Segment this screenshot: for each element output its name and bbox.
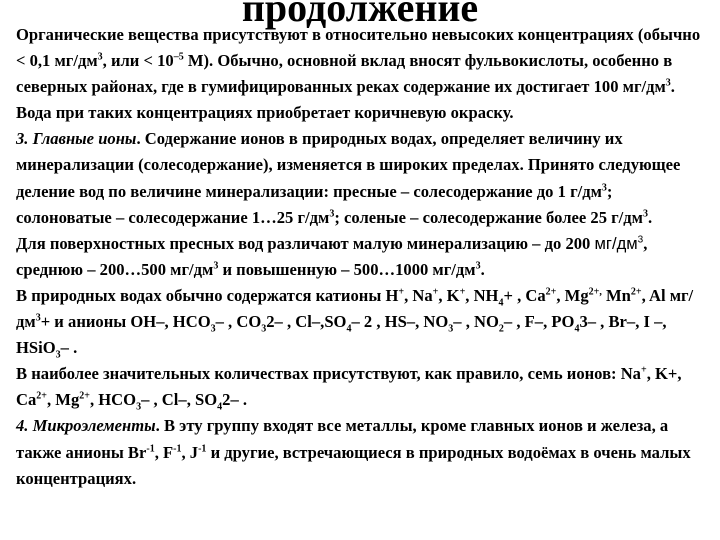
superscript: 3 bbox=[665, 77, 671, 89]
text-run: 2– , Cl–,SO bbox=[266, 312, 347, 332]
text-run: – 2 , HS–, NO bbox=[351, 312, 449, 332]
superscript: 3 bbox=[637, 234, 644, 246]
superscript: + bbox=[432, 286, 439, 298]
text-run: + и анионы OH–, HCO bbox=[40, 312, 211, 332]
text-run: , среднюю – 200…500 мг/дм bbox=[16, 233, 648, 279]
text-run: , K+, Ca bbox=[16, 364, 682, 410]
text-run: Для поверхностных пресных вод различают малую минерализацию – до 200 bbox=[16, 233, 595, 253]
body-text bbox=[8, 22, 712, 492]
subscript: 2 bbox=[498, 323, 504, 335]
text-run: , Al мг/дм bbox=[16, 285, 694, 332]
text-run: ; соленые – солесодержание более 25 г/дм bbox=[334, 207, 643, 227]
text-run: , F bbox=[154, 442, 174, 462]
subscript: 3 bbox=[210, 323, 216, 335]
subscript: 3 bbox=[261, 323, 267, 335]
subscript: 3 bbox=[448, 323, 454, 335]
text-run: . В эту группу входят все металлы, кроме главных ионов и железа, а также анионы Br bbox=[16, 416, 669, 462]
text-run: , Mg bbox=[556, 285, 589, 305]
paragraph-cations-anions bbox=[8, 283, 712, 361]
text-run: . bbox=[480, 259, 485, 279]
superscript: 3 bbox=[475, 260, 481, 272]
superscript: + bbox=[459, 286, 466, 298]
text-run: + , Ca bbox=[503, 285, 546, 305]
section-heading: 3. Главные ионы bbox=[16, 129, 137, 149]
subscript: 4 bbox=[346, 323, 352, 335]
text-run: Mn bbox=[601, 285, 631, 305]
text-run: – , Cl–, SO bbox=[141, 390, 218, 410]
superscript: 2+, bbox=[588, 286, 602, 298]
text-run: . Содержание ионов в природных водах, определяет величину их минерализации (солесодержание), изменяется в широких пределах. Принято следующее деление вод по величине минерализации: пресные – солесодержание до 1 г/дм bbox=[16, 129, 681, 201]
superscript: -1 bbox=[173, 442, 182, 454]
superscript: + bbox=[398, 286, 405, 298]
superscript: 2+ bbox=[545, 286, 557, 298]
text-run: В природных водах обычно содержатся катионы H bbox=[16, 285, 399, 305]
text-run: , HCO bbox=[89, 390, 137, 410]
superscript: -1 bbox=[198, 442, 207, 454]
page-title: продолжение bbox=[241, 0, 479, 30]
subscript: 3 bbox=[55, 349, 61, 361]
superscript: 3 bbox=[213, 260, 219, 272]
text-run: Органические вещества присутствуют в относительно невысоких концентрациях (обычно < 0,1 мг/дм bbox=[16, 25, 701, 71]
text-run: – . bbox=[60, 338, 78, 358]
superscript: 2+ bbox=[630, 286, 642, 298]
text-run: – , CO bbox=[215, 312, 262, 332]
text-run: . Вода при таких концентрациях приобретает коричневую окраску. bbox=[16, 77, 675, 123]
superscript: 3 bbox=[601, 182, 607, 194]
text-run: , Mg bbox=[46, 390, 80, 410]
superscript: 3 bbox=[97, 51, 103, 63]
subscript: 4 bbox=[217, 401, 223, 413]
paragraph-mineralization bbox=[8, 231, 712, 283]
superscript: 3 bbox=[642, 208, 648, 220]
text-run: . bbox=[647, 207, 653, 227]
superscript: -1 bbox=[146, 442, 155, 454]
text-run: – , NO bbox=[453, 312, 499, 332]
text-run: мг/дм bbox=[594, 233, 638, 253]
text-run: , NH bbox=[465, 285, 499, 305]
subscript: 4 bbox=[574, 323, 580, 335]
text-run: – , F–, PO bbox=[503, 312, 575, 332]
text-run: и повышенную – 500…1000 мг/дм bbox=[218, 259, 476, 279]
text-run: , Na bbox=[404, 285, 433, 305]
text-run: ; солоноватые – солесодержание 1…25 г/дм bbox=[16, 181, 613, 227]
paragraph-main-ions bbox=[8, 126, 712, 230]
text-run: В наиболее значительных количествах присутствуют, как правило, семь ионов: Na bbox=[16, 364, 641, 384]
section-heading: 4. Микроэлементы bbox=[16, 416, 156, 436]
superscript: 2+ bbox=[79, 390, 90, 402]
text-run: и другие, встречающиеся в природных водоёмах в очень малых концентрациях. bbox=[16, 442, 691, 488]
text-run: , K bbox=[438, 285, 460, 305]
text-run: , или < 10 bbox=[102, 51, 174, 71]
paragraph-seven-ions bbox=[8, 361, 712, 413]
superscript: + bbox=[640, 364, 647, 376]
text-run: 2– . bbox=[222, 390, 248, 410]
superscript: 3 bbox=[329, 208, 335, 220]
superscript: –5 bbox=[173, 51, 184, 63]
paragraph-microelements bbox=[8, 413, 712, 491]
superscript: 3 bbox=[35, 312, 41, 324]
text-run: , J bbox=[181, 442, 199, 462]
superscript: 2+ bbox=[36, 390, 47, 402]
subscript: 3 bbox=[136, 401, 142, 413]
text-run: 3– , Br–, I –, HSiO bbox=[16, 312, 667, 358]
paragraph-organic bbox=[8, 22, 712, 126]
text-run: М). Обычно, основной вклад вносят фульвокислоты, особенно в северных районах, где в гумифицированных реках содержание их достигает 100 мг/дм bbox=[16, 51, 673, 97]
subscript: 4 bbox=[498, 297, 504, 309]
